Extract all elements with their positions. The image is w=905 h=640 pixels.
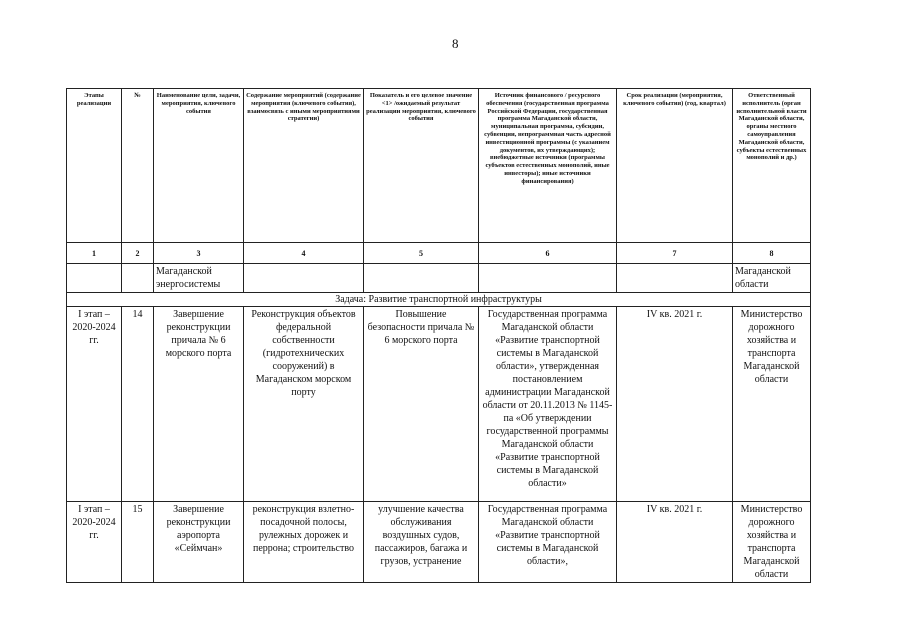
header-row (67, 89, 811, 243)
header-name: Наименование цели, задачи, мероприятия, ключевого события (154, 89, 244, 243)
cell-executor: Министерство дорожного хозяйства и транспорта Магаданской области (733, 502, 811, 583)
column-number-cell: 7 (617, 243, 733, 264)
column-number-cell: 4 (244, 243, 364, 264)
cont-cell-term (617, 264, 733, 293)
header-source: Источник финансового / ресурсного обеспечения (государственная программа Российской Федерации, государственная программа Магаданской области, муниципальная программа, субсидии, субвенции, непрограммная часть адресной инвестиционной программы (с указанием документов, их утверждающих); внебюджетные источники (программы субъектов естественных монополий, иные инвесторы); иные источники финансирования) (479, 89, 617, 243)
cont-cell-executor: Магаданской области (733, 264, 811, 293)
cell-number: 15 (122, 502, 154, 583)
column-number-row (67, 243, 811, 264)
task-row (67, 293, 811, 307)
cell-indicator: Повышение безопасности причала № 6 морского порта (364, 307, 479, 502)
header-number: № (122, 89, 154, 243)
cell-stage: I этап – 2020-2024 гг. (67, 307, 122, 502)
table-row (67, 502, 811, 583)
cont-cell-indicator (364, 264, 479, 293)
cell-source: Государственная программа Магаданской области «Развитие транспортной системы в Магаданской области», утвержденная постановлением администрации Магаданской области от 20.11.2013 № 1145-па «Об утверждении государственной программы Магаданской области «Развитие транспортной системы в Магаданской области» (479, 307, 617, 502)
cell-name: Завершение реконструкции причала № 6 морского порта (154, 307, 244, 502)
header-stage: Этапы реализации (67, 89, 122, 243)
page-number: 8 (452, 36, 459, 51)
cell-term: IV кв. 2021 г. (617, 502, 733, 583)
column-number-cell: 3 (154, 243, 244, 264)
cell-content: Реконструкция объектов федеральной собственности (гидротехнических сооружений) в Магаданском морском порту (244, 307, 364, 502)
cont-cell-number (122, 264, 154, 293)
cont-cell-source (479, 264, 617, 293)
cell-name: Завершение реконструкции аэропорта «Сеймчан» (154, 502, 244, 583)
header-indicator: Показатель и его целевое значение <1> /ожидаемый результат реализации мероприятия, ключевого события (364, 89, 479, 243)
cell-term: IV кв. 2021 г. (617, 307, 733, 502)
header-executor: Ответственный исполнитель (орган исполнительной власти Магаданской области, органы местного самоуправления Магаданской области, субъекты естественных монополий и др.) (733, 89, 811, 243)
continuation-row (67, 264, 811, 293)
column-number-cell: 5 (364, 243, 479, 264)
cell-indicator: улучшение качества обслуживания воздушных судов, пассажиров, багажа и грузов, устранение (364, 502, 479, 583)
cont-cell-stage (67, 264, 122, 293)
column-number-cell: 8 (733, 243, 811, 264)
cell-source: Государственная программа Магаданской области «Развитие транспортной системы в Магаданской области», (479, 502, 617, 583)
header-term: Срок реализации (мероприятия, ключевого события) (год, квартал) (617, 89, 733, 243)
cont-cell-name: Магаданской энергосистемы (154, 264, 244, 293)
strategy-events-table (66, 88, 811, 583)
task-heading: Задача: Развитие транспортной инфраструктуры (67, 293, 811, 307)
column-number-cell: 1 (67, 243, 122, 264)
header-content: Содержание мероприятий (содержание мероприятия (ключевого события), взаимосвязь с иными мероприятиями стратегии) (244, 89, 364, 243)
cont-cell-content (244, 264, 364, 293)
table-row (67, 307, 811, 502)
column-number-cell: 2 (122, 243, 154, 264)
column-number-cell: 6 (479, 243, 617, 264)
cell-number: 14 (122, 307, 154, 502)
cell-stage: I этап – 2020-2024 гг. (67, 502, 122, 583)
cell-content: реконструкция взлетно-посадочной полосы, рулежных дорожек и перрона; строительство (244, 502, 364, 583)
cell-executor: Министерство дорожного хозяйства и транспорта Магаданской области (733, 307, 811, 502)
